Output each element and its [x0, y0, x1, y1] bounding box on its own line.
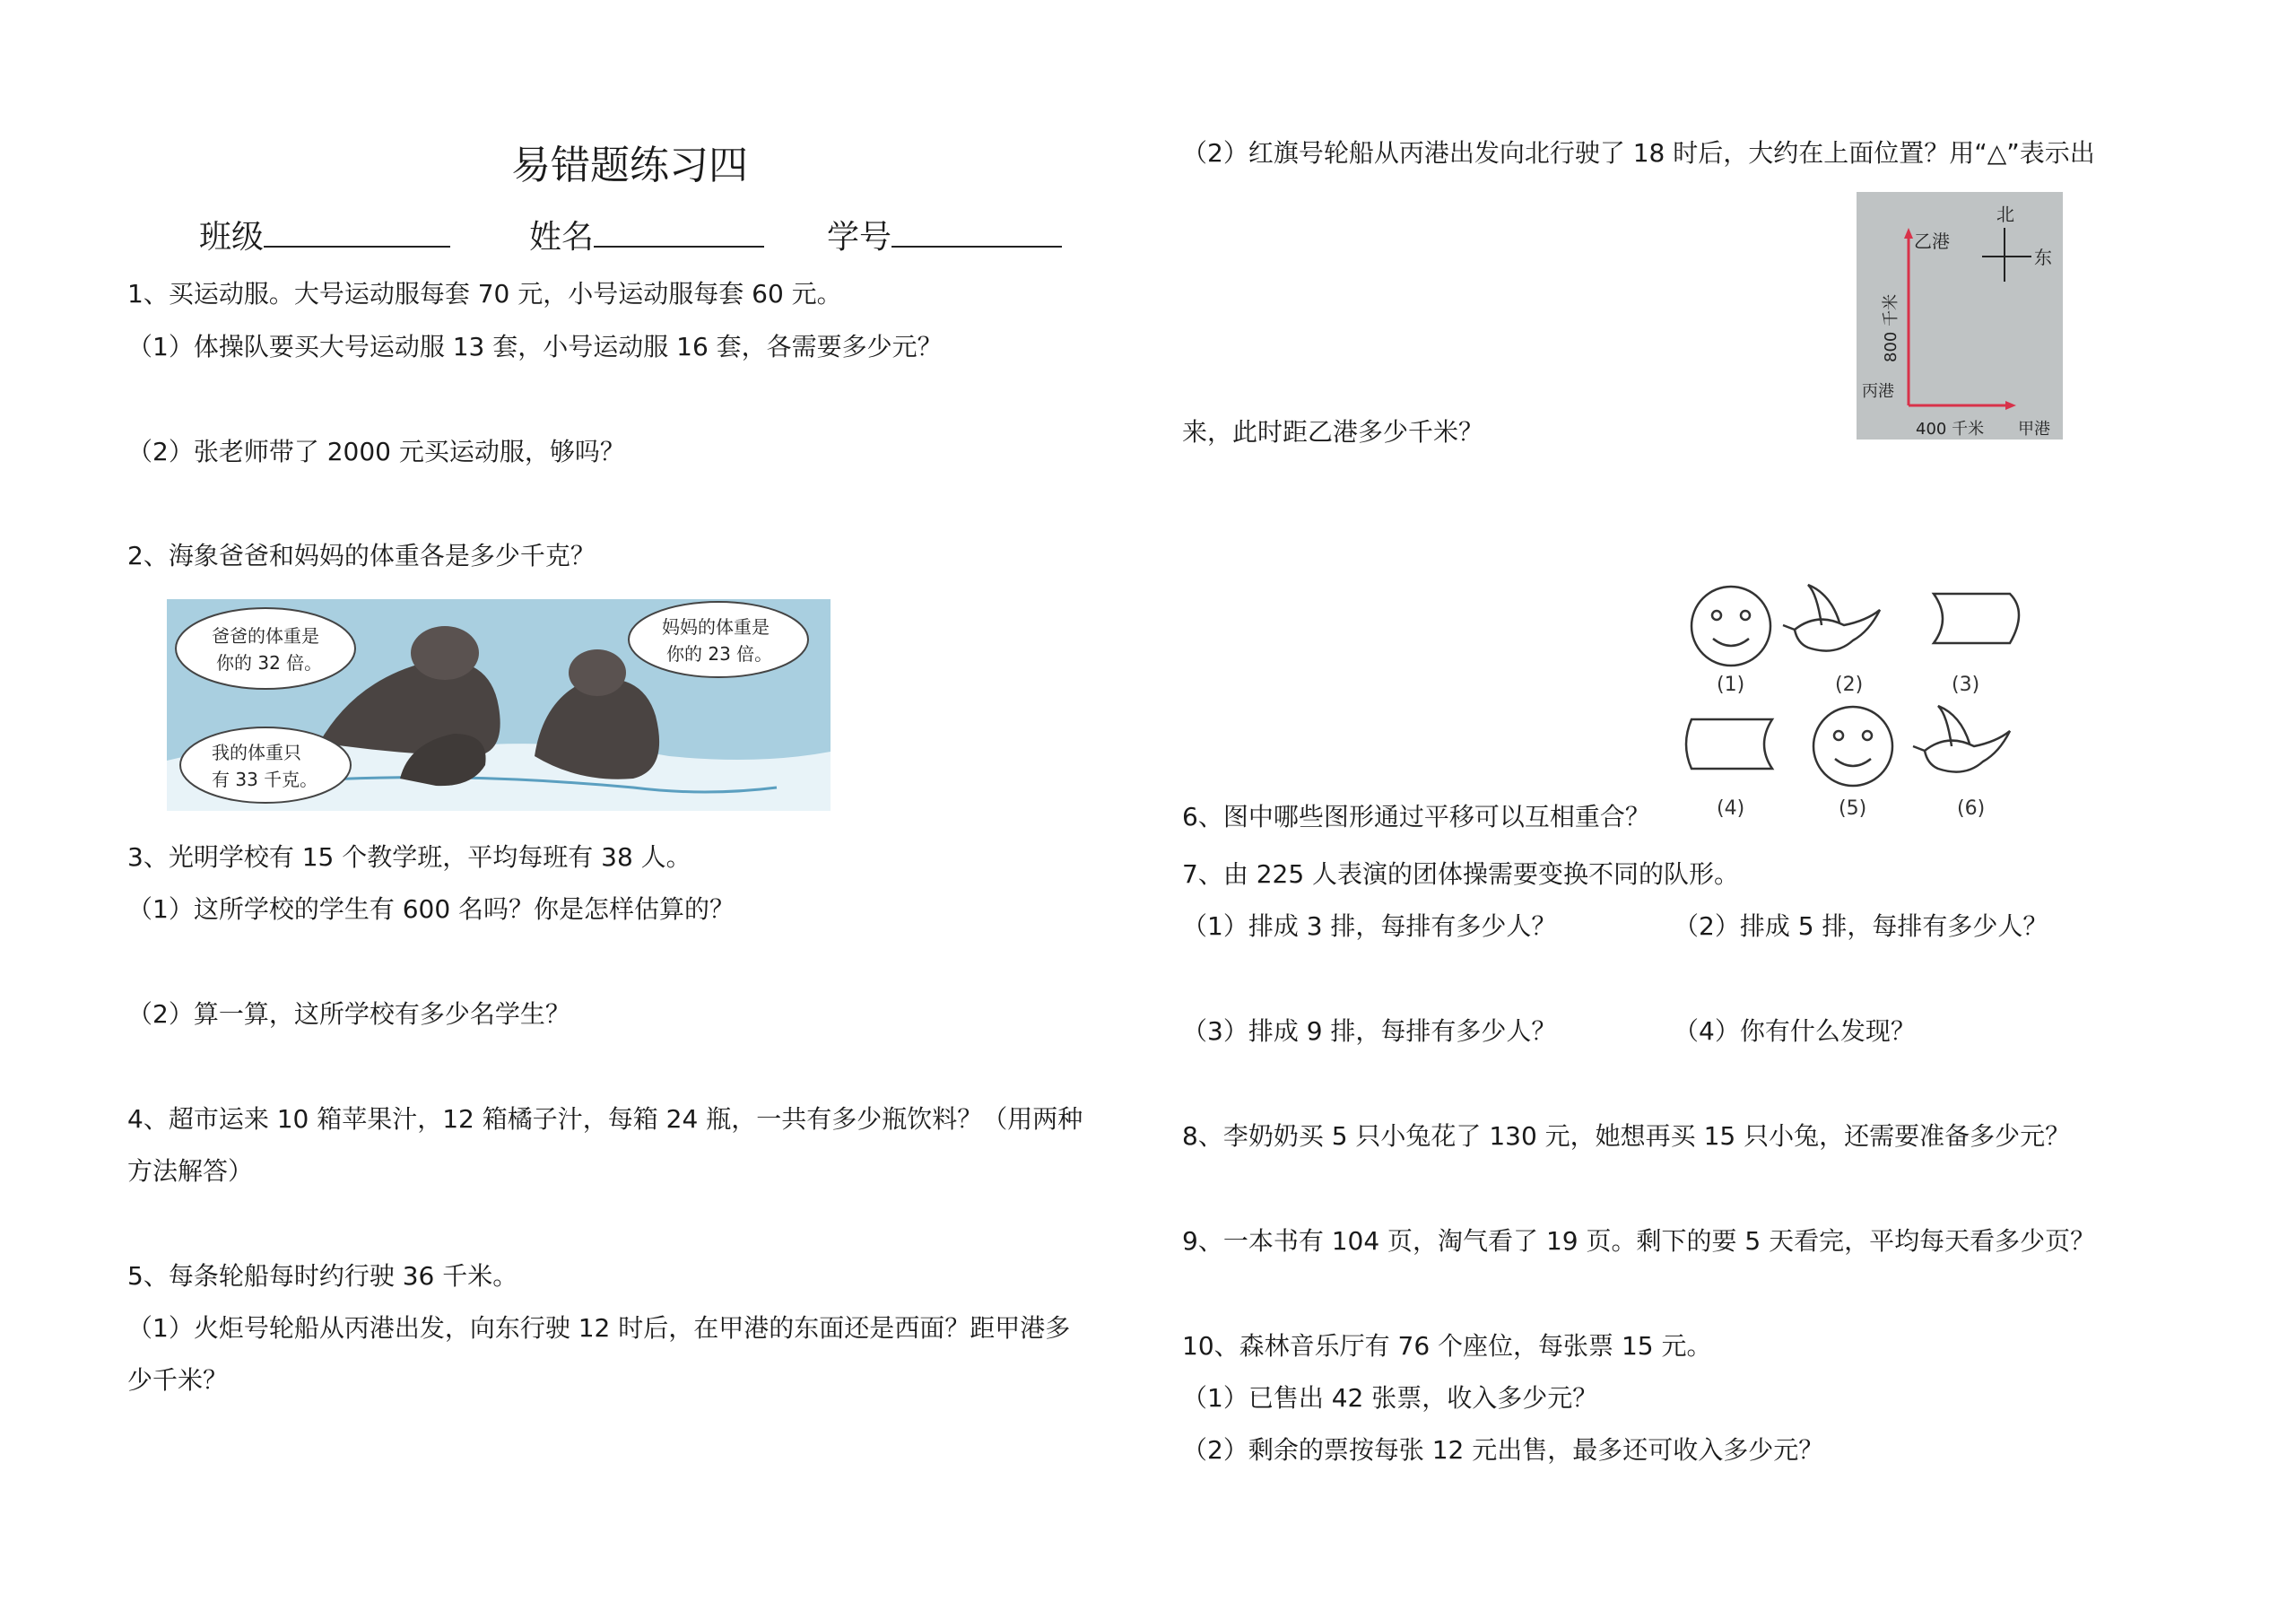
bubble-kid-line2: 有 33 千克。 [212, 769, 318, 790]
question-3-part-1: （1）这所学校的学生有 600 名吗？你是怎样估算的？ [127, 894, 735, 924]
student-id-field[interactable] [827, 212, 1062, 257]
student-id-blank[interactable] [891, 219, 1062, 248]
map-horizontal-distance: 400 千米 [1916, 420, 1985, 439]
shape-label-4: (4) [1717, 797, 1745, 820]
name-label: 姓名 [529, 219, 595, 256]
map-port-b-label: 乙港 [1914, 231, 1950, 252]
bubble-kid-line1: 我的体重只 [212, 742, 301, 763]
map-port-a-label: 甲港 [2018, 420, 2050, 439]
question-1-part-2: （2）张老师带了 2000 元买运动服，够吗？ [127, 437, 625, 466]
bubble-dad-line2: 你的 32 倍。 [216, 652, 323, 674]
student-id-label: 学号 [827, 219, 892, 256]
shape-label-1: (1) [1717, 674, 1745, 696]
map-vertical-distance: 800 千米 [1882, 293, 1900, 362]
walrus-illustration [167, 599, 831, 811]
question-10-part-2: （2）剩余的票按每张 12 元出售，最多还可收入多少元？ [1182, 1435, 1824, 1465]
question-7-part-2: （2）排成 5 排，每排有多少人？ [1674, 911, 2048, 941]
question-5-part-1-line-2: 少千米？ [127, 1365, 229, 1395]
port-map-figure [1857, 192, 2063, 440]
question-10: 10、森林音乐厅有 76 个座位，每张票 15 元。 [1182, 1331, 1712, 1361]
shape-label-2: (2) [1835, 674, 1864, 696]
question-5-part-2-line-1: （2）红旗号轮船从丙港出发向北行驶了 18 时后，大约在上面位置？用“△”表示出 [1182, 138, 2095, 168]
bubble-mom-line2: 你的 23 倍。 [666, 643, 773, 665]
name-blank[interactable] [594, 219, 764, 248]
question-3: 3、光明学校有 15 个教学班，平均每班有 38 人。 [127, 842, 691, 872]
bubble-dad-line1: 爸爸的体重是 [212, 625, 319, 647]
question-6: 6、图中哪些图形通过平移可以互相重合？ [1182, 802, 1650, 831]
question-5-part-1-line-1: （1）火炬号轮船从丙港出发，向东行驶 12 时后，在甲港的东面还是西面？距甲港多 [127, 1313, 1071, 1343]
translation-shapes-figure [1674, 576, 2050, 825]
question-7-part-1: （1）排成 3 排，每排有多少人？ [1182, 911, 1557, 941]
question-4-line-2: 方法解答） [127, 1156, 254, 1186]
question-7-part-4: （4）你有什么发现？ [1674, 1016, 1916, 1046]
question-10-part-1: （1）已售出 42 张票，收入多少元？ [1182, 1383, 1598, 1413]
shape-label-6: (6) [1957, 797, 1986, 820]
map-north-label: 北 [1996, 204, 2014, 225]
question-1-part-1: （1）体操队要买大号运动服 13 套，小号运动服 16 套，各需要多少元？ [127, 332, 943, 361]
question-9: 9、一本书有 104 页，淘气看了 19 页。剩下的要 5 天看完，平均每天看多少页？ [1182, 1226, 2096, 1256]
shape-label-3: (3) [1952, 674, 1980, 696]
bubble-mom-line1: 妈妈的体重是 [662, 616, 770, 638]
class-blank[interactable] [264, 219, 450, 248]
question-3-part-2: （2）算一算，这所学校有多少名学生？ [127, 999, 570, 1029]
page-title: 易错题练习四 [511, 143, 748, 188]
question-8: 8、李奶奶买 5 只小兔花了 130 元，她想再买 15 只小兔，还需要准备多少元？ [1182, 1121, 2071, 1151]
shape-label-5: (5) [1839, 797, 1867, 820]
map-port-c-label: 丙港 [1862, 382, 1894, 401]
question-7: 7、由 225 人表演的团体操需要变换不同的队形。 [1182, 859, 1740, 889]
question-1: 1、买运动服。大号运动服每套 70 元，小号运动服每套 60 元。 [127, 279, 842, 309]
question-4-line-1: 4、超市运来 10 箱苹果汁，12 箱橘子汁，每箱 24 瓶，一共有多少瓶饮料？（用两种 [127, 1104, 1083, 1134]
question-2: 2、海象爸爸和妈妈的体重各是多少千克？ [127, 541, 596, 570]
class-field[interactable] [199, 212, 450, 257]
question-5-part-2-line-2: 来，此时距乙港多少千米？ [1182, 417, 1484, 447]
question-5: 5、每条轮船每时约行驶 36 千米。 [127, 1261, 518, 1291]
question-7-part-3: （3）排成 9 排，每排有多少人？ [1182, 1016, 1557, 1046]
class-label: 班级 [199, 219, 265, 256]
name-field[interactable] [529, 212, 764, 257]
map-east-label: 东 [2034, 247, 2052, 268]
